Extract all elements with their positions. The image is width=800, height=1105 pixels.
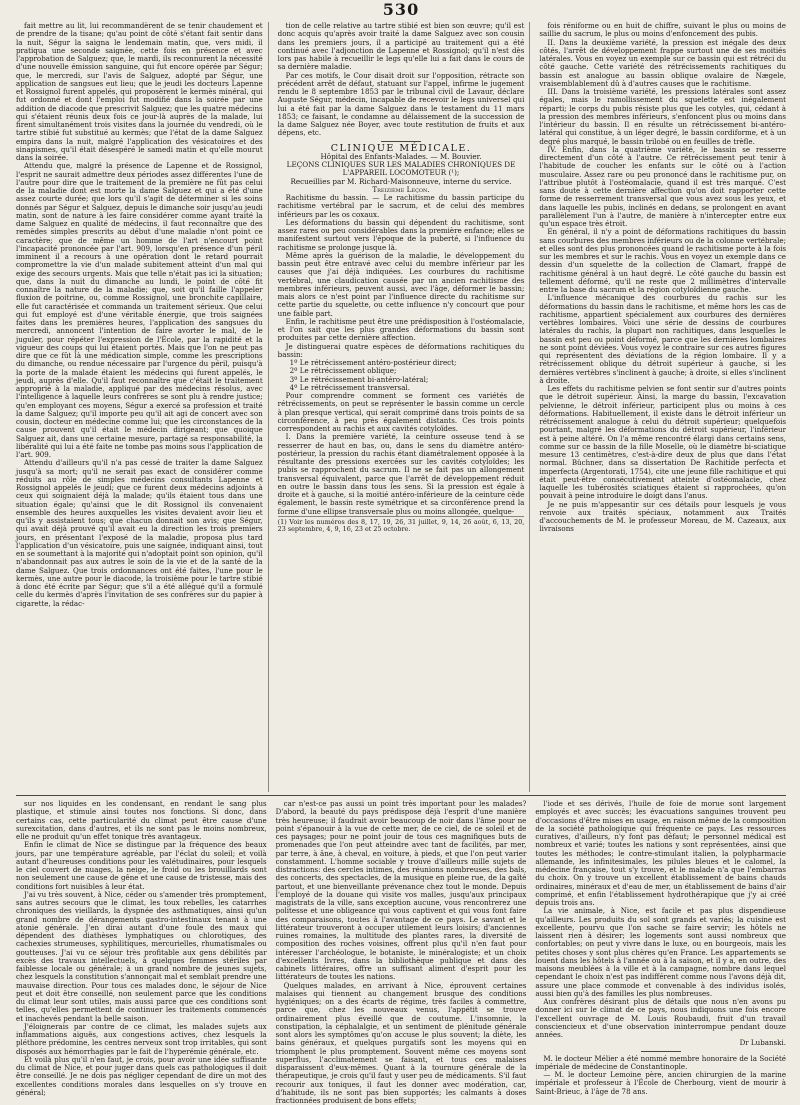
paragraph: Et voilà plus qu'il n'en faut, je crois, pour avoir une idée suffisante du climat de Nice, et pour juger dans quels cas pathologiques il doit être conseillé. Je ne dois pas négliger cependant de dire un mot des excellentes conditions morales dans lesquelles on s'y trouve en général; (16, 1056, 267, 1097)
lesson-number: Treizième Leçon. (278, 186, 525, 194)
column-1 (16, 22, 269, 792)
divider (381, 141, 421, 142)
lessons-heading: LEÇONS CLINIQUES SUR LES MALADIES CHRONIQUES DE L'APPAREIL LOCOMOTEUR (¹); (278, 161, 525, 178)
paragraph: Par ces motifs, le Cour disait droit sur l'opposition, rétracte son précédent arrêt de défaut, statuant sur l'appel, infirme le jugement rendu le 8 septembre 1853 par le tribunal civil de Lavaur, déclare Auguste Ségur, médecin, incapable de recevoir le legs universel qui lui a été fait par la dame Salguez dans le testament du 11 mars 1853; ce faisant, le condamne au délaissement de la succession de la dame Salguez née Boyer, avec toute restitution de fruits et aux dépens, etc. (278, 72, 525, 138)
list-item: 3º Le rétrécissement bi-antéro-latéral; (278, 376, 525, 384)
paragraph: III. Dans la troisième variété, les pressions latérales sont assez égales, mais le ramollissement du squelette est inégalement réparti; le corps du pubis résiste plus que les cotyles, qui, cédant à la pression des membres inférieurs, s'enfoncent plus ou moins dans l'intérieur du bassin. Il en résulte un rétrécissement bi-antéro-latéral qui constitue, à un léger degré, le bassin cordiforme, et à un degré plus marqué, le bassin trilobé ou en feuilles de trèfle. (539, 88, 786, 146)
news-item: — M. le docteur Lemoine père, ancien chirurgien de la marine impériale et professeur à l'École de Cherbourg, vient de mourir à Saint-Brieuc, à l'âge de 78 ans. (535, 1071, 786, 1096)
news-item: M. le docteur Mélier a été nommé membre honoraire de la Société impériale de médecine de Constantinople. (535, 1055, 786, 1072)
bottom-columns (16, 800, 786, 1100)
paragraph: I. Dans la première variété, la ceinture osseuse tend à se resserrer de haut en bas, ou, dans le sens du diamètre antéro-postérieur, la pression du rachis étant diamétralement opposée à la résultante des pressions exercées sur les cavités cotyloïdes; les pubis se rapprochent du sacrum. Il ne se fait pas un allongement transversal équivalent, parce que l'arrêt de développement réduit en outre le bassin dans tous les sens. Si la pression est égale à droite et à gauche, si la moitié antéro-inférieure de la ceinture cède également, le bassin reste symétrique et sa circonférence prend la forme d'une ellipse transversale plus ou moins allongée, quelque- (278, 433, 525, 516)
column-2 (278, 22, 531, 792)
paragraph: Enfin, le rachitisme peut être une prédisposition à l'ostéomalacie, et l'on sait que les plus grandes déformations du bassin sont produites par cette dernière affection. (278, 318, 525, 343)
paragraph: Les effets du rachitisme pelvien se font sentir sur d'autres points que le détroit supérieur. Ainsi, la marge du bassin, l'excavation pelvienne, le détroit inférieur, participent plus ou moins à ces déformations. Habituellement, il existe dans le détroit inférieur un rétrécissement analogue à celui du détroit supérieur; quelquefois pourtant, malgré les déformations du détroit supérieur, l'inférieur est à peine altéré. On l'a même rencontré élargi dans certains sens, comme sur ce bassin de la fille Moselle, où le diamètre bi-sciatique mesure 13 centimètres, c'est-à-dire deux de plus que dans l'état normal. Büchner, dans sa dissertation De Rachitide perfecta et imperfecta (Argentorati, 1754), cite une jeune fille rachitique et qui était peut-être consécutivement atteinte d'ostéomalacie, chez laquelle les tubérosités sciatiques étaient si rapprochées, qu'on pouvait à peine introduire le doigt dans l'anus. (539, 385, 786, 501)
paragraph: sur nos liquides en les condensant, en rendant le sang plus plastique, et stimule ainsi toutes nos fonctions. Si donc, dans certains cas, cette particularité du climat peut être cause d'une surexcitation, dans d'autres, et ils ne sont pas le moins nombreux, elle ne produit qu'un effet tonique très avantageux. (16, 800, 267, 841)
paragraph: Attendu d'ailleurs qu'il n'a pas cessé de traiter la dame Salguez jusqu'à sa mort; qu'il ne serait pas exact de considérer comme réduits au rôle de simples médecins consultants Lapenne et Rossignol appelés le jeudi; que ce furent deux médecins adjoints à ceux qui soignaient déjà la malade; qu'ils étaient tous dans une situation égale; qu'ainsi que le dit Rossignol ils convenaient ensemble des heures auxquelles les visites devaient avoir lieu et qu'ils y assistaient tous; que chacun donnait son avis; que Ségur, qui avait déjà prouvé qu'il avait eu la direction les trois premiers jours, en présentant l'exposé de la maladie, proposa plus tard l'application d'un vésicatoire, puis une saignée, indiquant ainsi, tout en se soumettant à la majorité qui n'adoptait point son opinion, qu'il n'abandonnait pas aux autres le soin de la vie et de la santé de la dame Salguez. Que trois ordonnances ont été faites, l'une pour le kermès, une autre pour le diacode, la troisième pour le tartre stibié à donc été écrite par Ségur; que s'il a été allégué qu'il a formulé celle du kermès d'après l'invitation de ses confrères sur du papier à cigarette, la rédac- (16, 459, 263, 608)
paragraph: Attendu que, malgré la présence de Lapenne et de Rossignol, l'esprit ne saurait admettre deux périodes assez différentes l'une de l'autre pour dire que le traitement de la première ne fût pas celui de la maladie dont est morte la dame Salguez et qui a été d'une assez courte durée; que lors qu'il s'agit de déterminer si les soins donnés par Ségur et Salguez, depuis le dimanche soir jusqu'au jeudi matin, sont de nature à les faire considérer comme ayant traité la dame Salguez en qualité de médecins, il faut reconnaître que des remèdes simples prescrits au début d'une maladie n'ont point ce caractère; que de même un homme de l'art n'encourt point l'incapacité prononcée par l'art. 909, lorsqu'en présence d'un péril imminent il a recours à une opération dont le retard pourrait compromettre la vie d'un malade subitement atteint d'un mal qui exige des secours urgents. Mais que telle n'était pas ici la situation; que, dans la nuit du dimanche au lundi, le point de côté fit connaître la nature de la maladie; que, soit qu'il faille l'appeler fluxion de poitrine, ou, comme Rossignol, une bronchite capillaire, elle fut caractérisée et commanda un traitement sérieux. Que celui qui fut employé est d'une véritable énergie, que trois saignées faites dans les premières heures, l'application des sangsues du mercredi, annoncent l'intention de faire avorter le mal, de le juguler, pour répéter l'expression de l'École, par la rapidité et la vigueur des coups qui lui étaient portés. Mais que l'on ne peut pas dire que ce fût là une médication simple, comme les prescriptions du dimanche, ou rendue nécessaire par l'urgence du péril, puisqu'à la porte de la malade étaient les médecins qui furent appelés, le jeudi, auprès d'elle. Qu'il faut reconnaître que c'était le traitement approprié à la maladie, appliqué par des médecins résolus, avec l'intelligence à laquelle leurs confrères se sont plu à rendre justice; qu'en employant ces moyens, Ségur a exercé sa profession et traité la dame Salguez; qu'il importe peu qu'il ait agi de concert avec son cousin, docteur en médecine comme lui; que les circonstances de la cause prouvent qu'il était le médecin dirigeant; que quoique Salguez ait, dans une certaine mesure, partagé sa responsabilité, la libéralité qui lui a été faite ne tombe pas moins sous l'application de l'art. 909. (16, 162, 263, 459)
bottom-column-3 (535, 800, 786, 1100)
paragraph: J'éloignerais par contre de ce climat, les malades sujets aux inflammations aiguës, aux congestions actives, chez lesquels la pléthore prédomine, les centres nerveux sont trop irritables, qui sont disposés aux hémorrhagies par le fait de l'hyperémie générale, etc. (16, 1023, 267, 1056)
divider (641, 1051, 681, 1052)
collected-by: Recueillies par M. Richard-Maisonneuve, interne du service. (278, 178, 525, 186)
hospital-line: Hôpital des Enfants-Malades. — M. Bouvier. (278, 153, 525, 161)
list-item: 4º Le rétrécissement transversal. (278, 384, 525, 392)
paragraph: fait mettre au lit, lui recommandèrent de se tenir chaudement et de prendre de la tisane; qu'au point de côté s'étant fait sentir dans la nuit, Ségur la saigna le lendemain matin, que, vers midi, il pratiqua une seconde saignée, cette fois en présence et avec l'approbation de Salguez; que, le mardi, ils reconnurent la nécessité d'une nouvelle émission sanguine, qui fut encore opérée par Ségur; que, le mercredi, sur l'avis de Salguez, adopté par Ségur, une application de sangsues eut lieu; que le jeudi les docteurs Lapenne et Rossignol furent appelés, qui proposèrent le kermès minéral, qui fut ordonné et dont l'emploi fut modifié dans la soirée par une addition de diacode que prescrivit Salguez; que les quatre médecins qui s'étaient réunis deux fois ce jour-là auprès de la malade, lui firent simultanément trois visites dans la journée du vendredi, où le tartre stibié fut substitué au kermès; que l'état de la dame Salguez empira dans la nuit, malgré l'application des vésicatoires et des sinapismes, qu'il était désespéré le samedi matin et qu'elle mourut dans la soirée. (16, 22, 263, 162)
paragraph: fois réniforme ou en huit de chiffre, suivant le plus ou moins de saillie du sacrum, le plus ou moins d'enfoncement des pubis. (539, 22, 786, 39)
footnote: (1) Voir les numéros des 8, 17, 19, 26, 31 juillet, 9, 14, 26 août, 6, 13, 20, 23 septembre, 4, 9, 16, 23 et 25 octobre. (278, 516, 525, 534)
paragraph: IV. Enfin, dans la quatrième variété, le bassin se resserre directement d'un côté à l'autre. Ce rétrécissement peut tenir à l'habitude de coucher les enfants sur le côté ou à l'action musculaire. Assez rare ou peu prononcé dans le rachitisme pur, on l'attribue plutôt à l'ostéomalacie, quand il est très marqué. C'est sans doute à cette dernière affection qu'on doit rapporter cette forme de resserrement transversal que vous avez sous les yeux, et dans laquelle les pubis, inclinés en dedans, se prolongent en avant parallèlement l'un à l'autre, de manière à n'intercepter entre eux qu'un espace très étroit. (539, 146, 786, 229)
bottom-column-2 (276, 800, 527, 1100)
paragraph: tion de celle relative au tartre stibié est bien son œuvre; qu'il est donc acquis qu'après avoir traité la dame Salguez avec son cousin dans les premiers jours, il a participé au traitement qui a été continué avec l'adjonction de Lapenne et Rossignol; qu'il n'est dès lors pas habile à recueillir le legs qu'elle lui a fait dans le cours de sa dernière maladie. (278, 22, 525, 72)
paragraph: Rachitisme du bassin. — Le rachitisme du bassin participe du rachitisme vertébral par le sacrum, et de celui des membres inférieurs par les os coxaux. (278, 194, 525, 219)
page-number: 530 (16, 0, 786, 20)
paragraph: Aux confrères désirant plus de détails que nous n'en avons pu donner ici sur le climat de ce pays, nous indiquons une fois encore l'excellent ouvrage de M. Louis Roubaudi, fruit d'un travail consciencieux et d'une observation ininterrompue pendant douze années. (535, 998, 786, 1039)
deformation-list (278, 359, 525, 392)
paragraph: J'ai vu très souvent, à Nice, céder ou s'amender très promptement, sans autres secours que le climat, les toux rebelles, les catarrhes chroniques des vieillards, la dyspnée des asthmatiques, ainsi qu'un grand nombre de dérangements gastro-intestinaux tenant à une atonie générale. J'en dirai autant d'une foule des maux qui dépendent des diathèses lymphatiques ou chlorotiques, des cachexies strumeuses, syphilitiques, mercurielles, rhumatismales ou goutteuses. J'ai vu ce séjour très profitable aux gens débilités par excès des travaux intellectuels, à quelques femmes stériles par faiblesse locale ou générale; à un grand nombre de jeunes sujets, chez lesquels la constitution s'annonçait mal et semblait prendre une mauvaise direction. Pour tous ces malades donc, le séjour de Nice peut et doit être conseillé, non seulement parce que les conditions du climat leur sont utiles, mais aussi parce que ces conditions sont telles, qu'elles permettent de continuer les traitements commencés et inachevés pendant la belle saison. (16, 891, 267, 1023)
paragraph: Enfin le climat de Nice se distingue par la fréquence des beaux jours, par une température agréable, par l'éclat du soleil; et voilà autant d'heureuses conditions pour les valétudinaires, pour lesquels le ciel couvert de nuages, la neige, le froid ou les brouillards sont non seulement une cause de gêne et une cause de tristesse, mais des conditions fort nuisibles à leur état. (16, 841, 267, 891)
paragraph: car n'est-ce pas aussi un point très important pour les malades? D'abord, la beauté du pays prédispose déjà l'esprit d'une manière très heureuse; il faudrait avoir beaucoup de noir dans l'âme pour ne point s'épanouir à la vue de cette mer, de ce ciel, de ce soleil et de ces paysages; pour ne point jouir de tous ces magnifiques buts de promenades que l'on peut atteindre avec tant de facilités, par mer, par terre, à âne, à cheval, en voiture, à pieds, et que l'on peut varier constamment. L'homme sociable y trouve d'ailleurs mille sujets de distractions: des cercles intimes, des réunions nombreuses, des bals, des concerts, des spectacles, de la musique en pleine rue, de la gaîté partout, et une bienveillante prévenance chez tout le monde. Depuis l'employé de la douane qui visite vos malles, jusqu'aux principaux magistrats de la ville, sans exception aucune, vous rencontrerez une politesse et une obligeance qui vous captivent et qui vous font faire des comparaisons, toutes à l'avantage de ce pays. Le savant et le littérateur trouveront à occuper utilement leurs loisirs; d'anciennes ruines romaines, la multitude des plantes rares, la diversité de composition des roches voisines, offrent plus qu'il n'en faut pour intéresser l'archéologue, le botaniste, le minéralogiste; et un choix d'excellents livres, dans la bibliothèque publique et dans des cabinets littéraires, offre un suffisant aliment d'esprit pour les littérateurs de toutes les nations. (276, 800, 527, 982)
paragraph: Les déformations du bassin qui dépendent du rachitisme, sont assez rares ou peu considérables dans la première enfance; elles se manifestent surtout vers l'époque de la puberté, si l'influence du rachitisme se prolonge jusque là. (278, 219, 525, 252)
paragraph: II. Dans la deuxième variété, la pression est inégale des deux côtés, l'arrêt de développement frappe surtout une de ses moitiés latérales. Vous en voyez un exemple sur ce bassin qui est rétréci du côté gauche. Cette variété des rétrécissements rachitiques du bassin est analogue au bassin oblique ovalaire de Nægele, vraisemblablement dû à d'autres causes que le rachitisme. (539, 39, 786, 89)
list-item: 1º Le rétrécissement antéro-postérieur direct; (278, 359, 525, 367)
paragraph: Je distinguerai quatre espèces de déformations rachitiques du bassin: (278, 343, 525, 360)
horizontal-rule (16, 795, 786, 796)
paragraph: Même après la guérison de la maladie, le développement du bassin peut être entravé avec celui du membre inférieur par les causes que j'ai déjà indiquées. Les courbures du rachitisme vertébral, une claudication causée par un ancien rachitisme des membres inférieurs, peuvent aussi, avec l'âge, déformer le bassin; mais alors ce n'est point par l'influence directe du rachitisme sur cette partie du squelette, ou cette influence n'y concourt que pour une faible part. (278, 252, 525, 318)
paragraph: Je ne puis m'appesantir sur ces détails pour lesquels je vous renvoie aux traités spéciaux, notamment aux Traités d'accouchements de M. le professeur Moreau, de M. Cazeaux, aux livraisons (539, 501, 786, 534)
author-signature: Dr Lubanski. (535, 1039, 786, 1047)
column-3 (539, 22, 786, 792)
top-columns (16, 22, 786, 792)
paragraph: Pour comprendre comment se forment ces variétés de rétrécissements, on peut se représenter le bassin comme un cercle à plan presque vertical, qui serait comprimé dans trois points de sa circonférence, à peu près également distants. Ces trois points correspondent au rachis et aux cavités cotyloïdes. (278, 392, 525, 433)
paragraph: L'influence mécanique des courbures du rachis sur les déformations du bassin dans le rachitisme, et même hors les cas de rachitisme, appartient spécialement aux courbures des dernières vertèbres lombaires. Voici une série de dessins de courbures latérales du rachis, la plupart non rachitiques, dans lesquelles le bassin est peu ou point déformé, parce que les dernières lombaires ne sont point déviées. Vous voyez le contraire sur ces autres figures qui représentent des déviations de la région lombaire. Il y a rétrécissement oblique du détroit supérieur à gauche, si les dernières vertèbres s'inclinent à gauche; à droite, si elles s'inclinent à droite. (539, 294, 786, 385)
bottom-column-1 (16, 800, 267, 1100)
paragraph: La vie animale, à Nice, est facile et pas plus dispendieuse qu'ailleurs. Les produits du sol sont grands et variés; la cuisine est excellente, pourvu que l'on sache se faire servir; les hôtels ne laissent rien à désirer; les logements sont aussi nombreux que confortables; on peut y vivre dans le luxe, ou en bourgeois, mais les petites choses y sont plus chères qu'en France. Les appartements se louent dans les hôtels à l'année ou à la saison, et il y a, en outre, des maisons meublées à la ville et à la campagne, nombre dans lequel cependant le choix n'est pas indifférent comme nous l'avons déjà dit, assure une place commode et convenable à des individus isolés, aussi bien qu'à des familles les plus nombreuses. (535, 907, 786, 998)
paragraph: l'iode et ses dérivés, l'huile de foie de morue sont largement employés et avec succès; les évacuations sanguines trouvent peu d'occasions d'être mises en usage, en raison même de la composition de la société pathologique qui fréquente ce pays. Les ressources curatives, d'ailleurs, n'y font pas défaut; le personnel médical est nombreux et varié; toutes les nations y sont représentées, ainsi que toutes les méthodes; le contre-stimulant italien, la polypharmacie allemande, les infinitesimales, les pilules bleues et le calomel, la médecine française, tout s'y trouve, et le malade n'a que l'embarras du choix. On y trouve un excellent établissement de bains chauds ordinaires, minéraux et d'eau de mer, un établissement de bains d'air comprimé, et enfin l'établissement hydrothérapique que j'y ai créé depuis trois ans. (535, 800, 786, 907)
list-item: 2º Le rétrécissement oblique; (278, 367, 525, 375)
paragraph: Quelques malades, en arrivant à Nice, éprouvent certaines malaises qui tiennent au changement brusque des conditions hygiéniques; on a des écarts de régime, très faciles à commettre, parce que, chez les nouveaux venus, l'appétit se trouve ordinairement plus éveillé que de coutume. L'insomnie, la constipation, la céphalalgie, et un sentiment de plénitude générale sont alors les symptômes qu'on accuse le plus souvent; la diète, les bains généraux, et quelques purgatifs sont les moyens qui en triomphent le plus promptement. Souvent même ces moyens sont superflus, l'acclimatement se faisant, et tous ces malaises disparaissent d'eux-mêmes. Quant à la tournure générale de la thérapeutique, je crois qu'il faut y user peu de médicaments. S'il faut recourir aux toniques, il faut les donner avec modération, car, d'habitude, ils ne sont pas bien supportés; les calmants à doses fractionnées produisent de bons effets; (276, 982, 527, 1105)
section-title: CLINIQUE MÉDICALE. (278, 145, 525, 153)
paragraph: En général, il n'y a point de déformations rachitiques du bassin sans courbures des membres inférieurs ou de la colonne vertébrale; et elles sont des plus prononcées quand le rachitisme porte à la fois sur les membres et sur le rachis. Vous en voyez un exemple dans ce dessin d'un squelette de la collection de Clamart, frappé de rachitisme général à un haut degré. Le côté gauche du bassin est tellement déformé, qu'il ne reste que 2 millimètres d'intervalle entre la base du sacrum et la région cotyloïdienne gauche. (539, 228, 786, 294)
